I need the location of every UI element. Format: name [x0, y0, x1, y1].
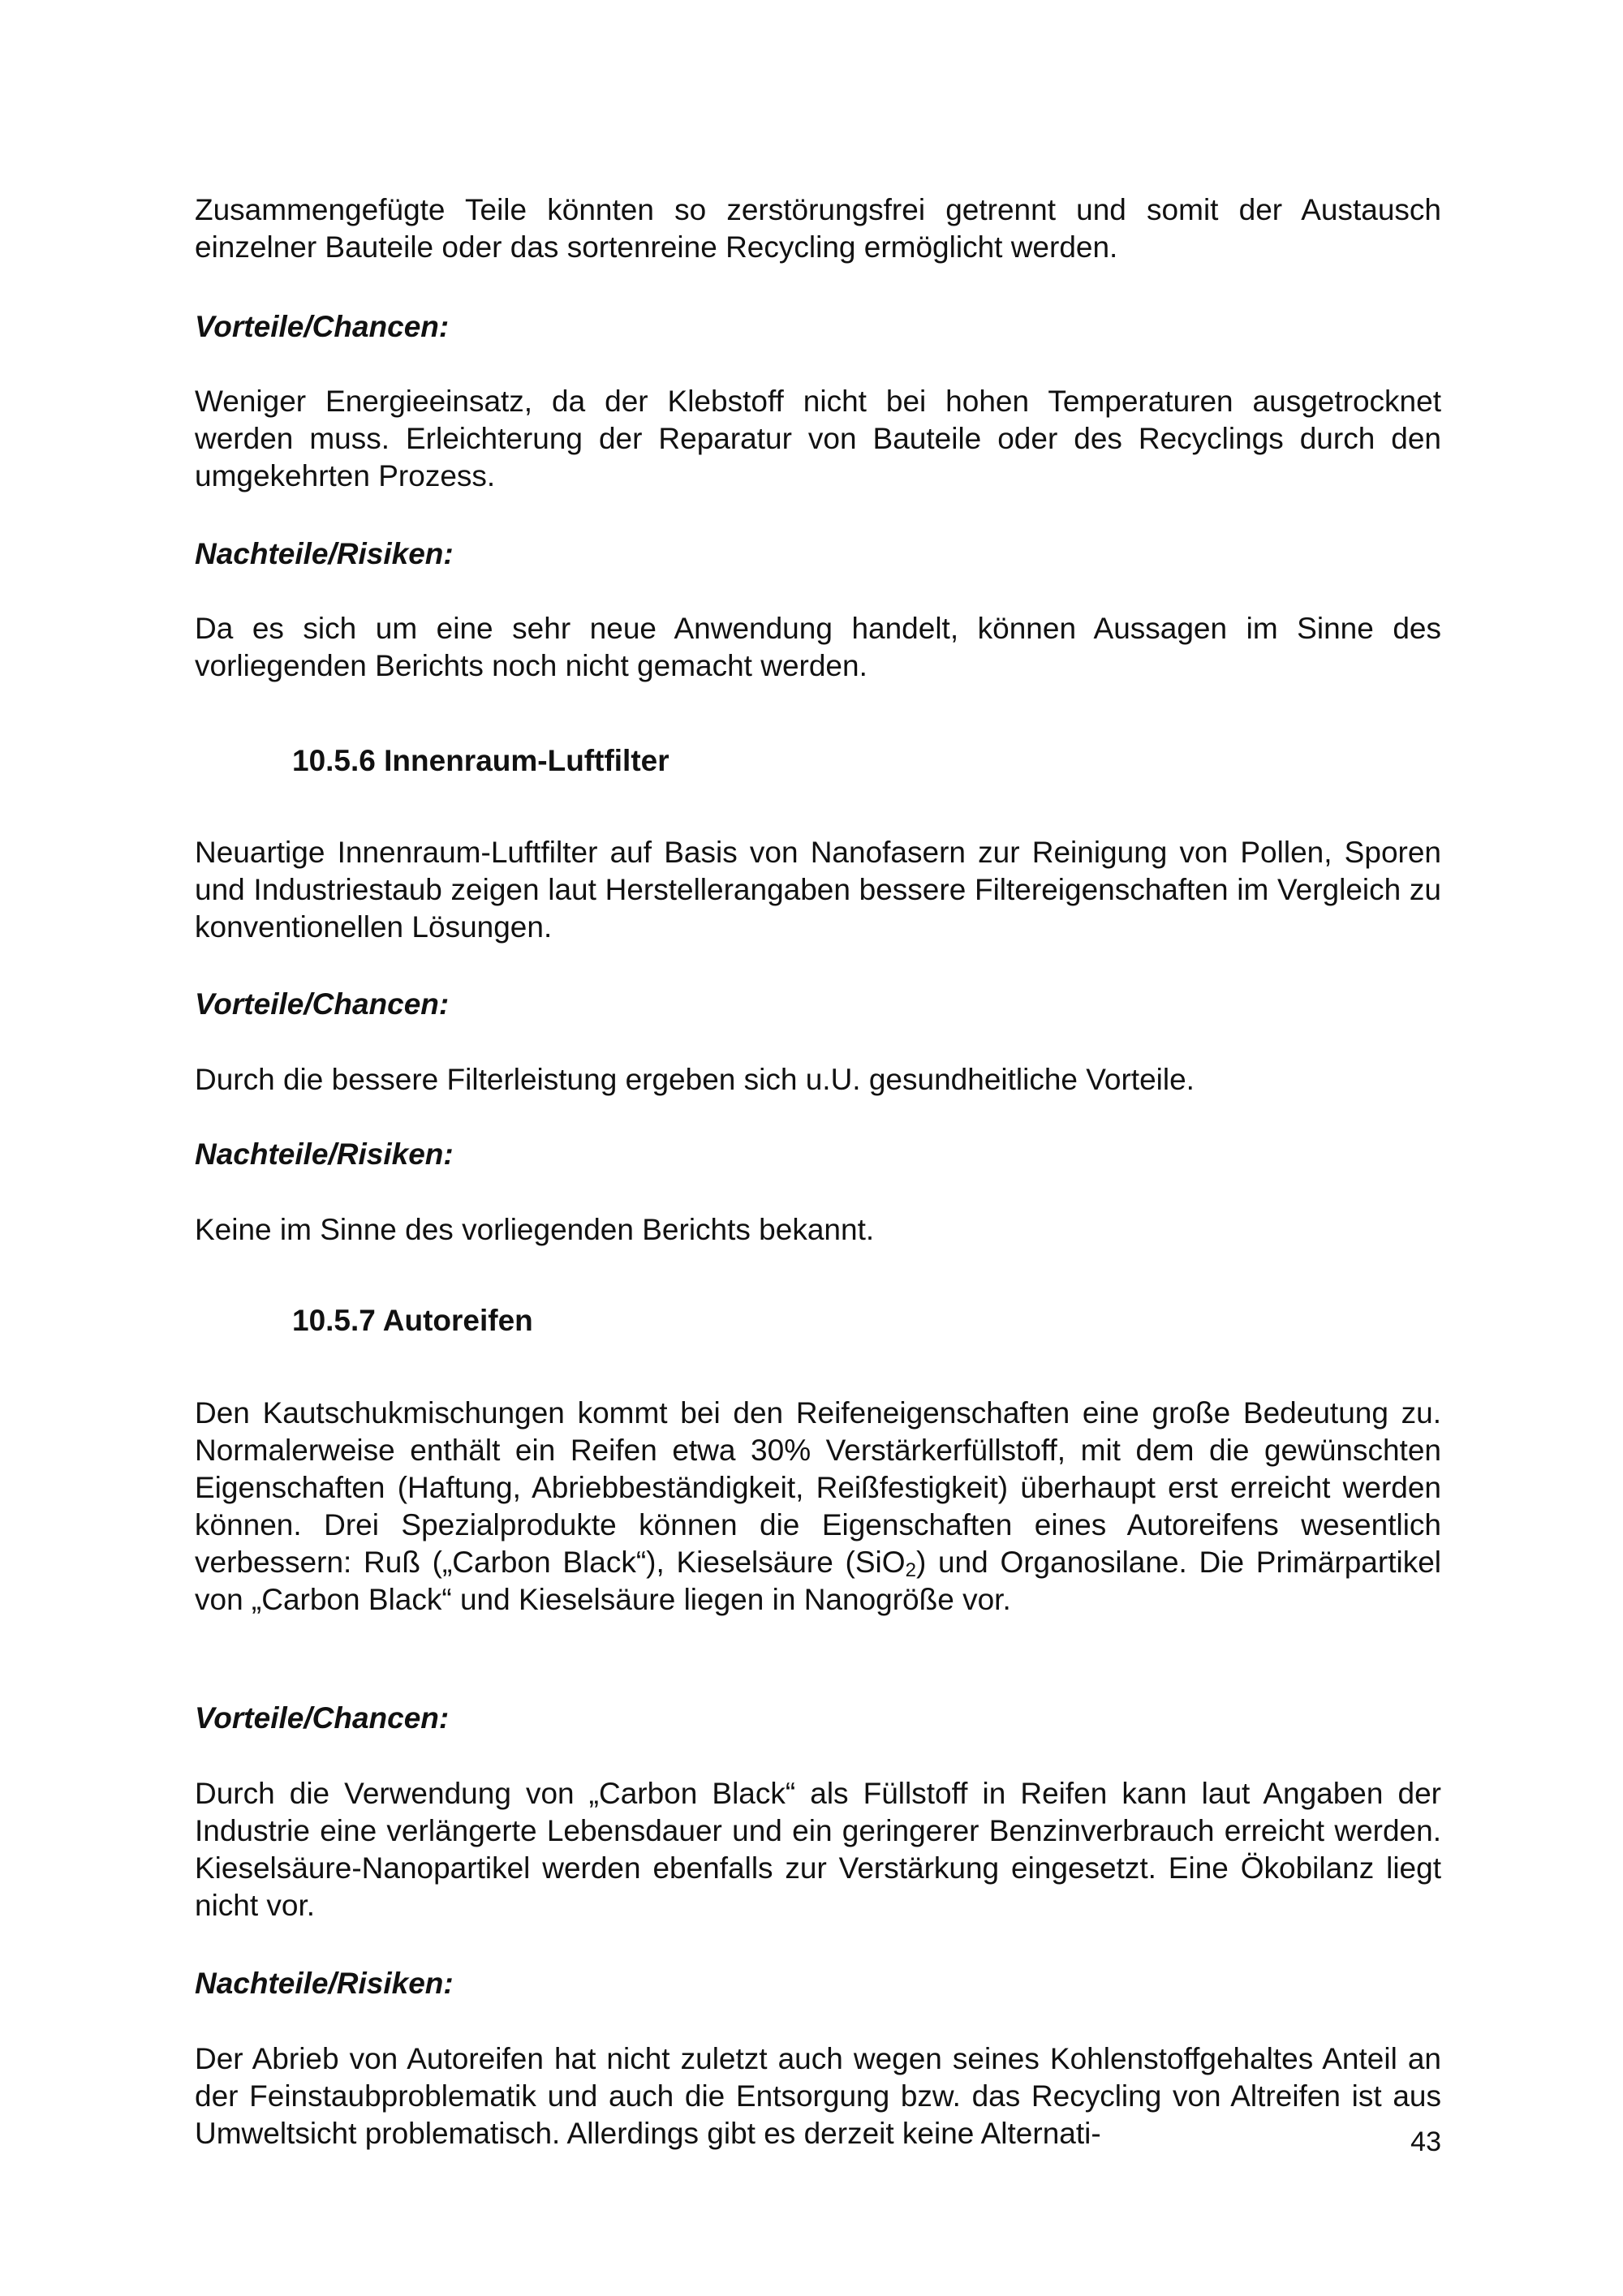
document-page: [195, 0, 1441, 2296]
paragraph-vorteile-2: Durch die bessere Filterleistung ergeben sich u.U. gesundheitliche Vorteile.: [195, 1063, 1195, 1096]
label-nachteile-2: Nachteile/Risiken:: [195, 1137, 454, 1171]
section-heading-10-5-7: 10.5.7 Autoreifen: [292, 1304, 533, 1337]
label-vorteile-2: Vorteile/Chancen:: [195, 987, 450, 1021]
paragraph-nachteile-1: Da es sich um eine sehr neue Anwendung handelt, können Aussagen im Sinne des vorliegenden Berichts noch nicht gemacht werden.: [195, 612, 1441, 682]
paragraph-nachteile-3: Der Abrieb von Autoreifen hat nicht zuletzt auch wegen seines Kohlenstoffgehaltes Anteil an der Feinstaubproblematik und auch die Entsorgung bzw. das Recycling von Altreifen ist aus Umweltsicht problematisch. Allerdings gibt es derzeit keine Alternati-: [195, 2042, 1441, 2150]
paragraph-autoreifen: [195, 1395, 1441, 1619]
paragraph-vorteile-3: Durch die Verwendung von „Carbon Black“ als Füllstoff in Reifen kann laut Angaben der Industrie eine verlängerte Lebensdauer und ein geringerer Benzinverbrauch erreicht werden. Kieselsäure-Nanopartikel werden ebenfalls zur Verstärkung eingesetzt. Eine Ökobilanz liegt nicht vor.: [195, 1777, 1441, 1922]
label-nachteile-3: Nachteile/Risiken:: [195, 1967, 454, 2000]
subscript-2: 2: [905, 1559, 916, 1581]
label-vorteile-1: Vorteile/Chancen:: [195, 310, 450, 343]
paragraph-vorteile-1: Weniger Energieeinsatz, da der Klebstoff nicht bei hohen Temperaturen ausgetrocknet werden muss. Erleichterung der Reparatur von Bauteile oder des Recyclings durch den umgekehrten Prozess.: [195, 385, 1441, 492]
paragraph-luftfilter: Neuartige Innenraum-Luftfilter auf Basis von Nanofasern zur Reinigung von Pollen, Sporen und Industriestaub zeigen laut Herstellerangaben bessere Filtereigenschaften im Vergleich zu konventionellen Lösungen.: [195, 836, 1441, 944]
page-number: 43: [1410, 2126, 1441, 2157]
paragraph-autoreifen-part-b: ) und Organosilane. Die Primärpartikel von „Carbon Black“ und Kieselsäure liegen in Nanogröße vor.: [195, 1546, 1441, 1616]
paragraph-intro: Zusammengefügte Teile könnten so zerstörungsfrei getrennt und somit der Austausch einzelner Bauteile oder das sortenreine Recycling ermöglicht werden.: [195, 193, 1441, 264]
paragraph-nachteile-2: Keine im Sinne des vorliegenden Berichts bekannt.: [195, 1213, 875, 1246]
section-heading-10-5-6: 10.5.6 Innenraum-Luftfilter: [292, 744, 669, 777]
label-vorteile-3: Vorteile/Chancen:: [195, 1701, 450, 1735]
label-nachteile-1: Nachteile/Risiken:: [195, 537, 454, 570]
paragraph-autoreifen-part-a: Den Kautschukmischungen kommt bei den Reifeneigenschaften eine große Bedeutung zu. Normalerweise enthält ein Reifen etwa 30% Verstärkerfüllstoff, mit dem die gewünschten Eigenschaften (Haftung, Abriebbeständigkeit, Reißfestigkeit) überhaupt erst erreicht werden können. Drei Spezialprodukte können die Eigenschaften eines Autoreifens wesentlich verbessern: Ruß („Carbon Black“), Kieselsäure (SiO: [195, 1396, 1441, 1579]
